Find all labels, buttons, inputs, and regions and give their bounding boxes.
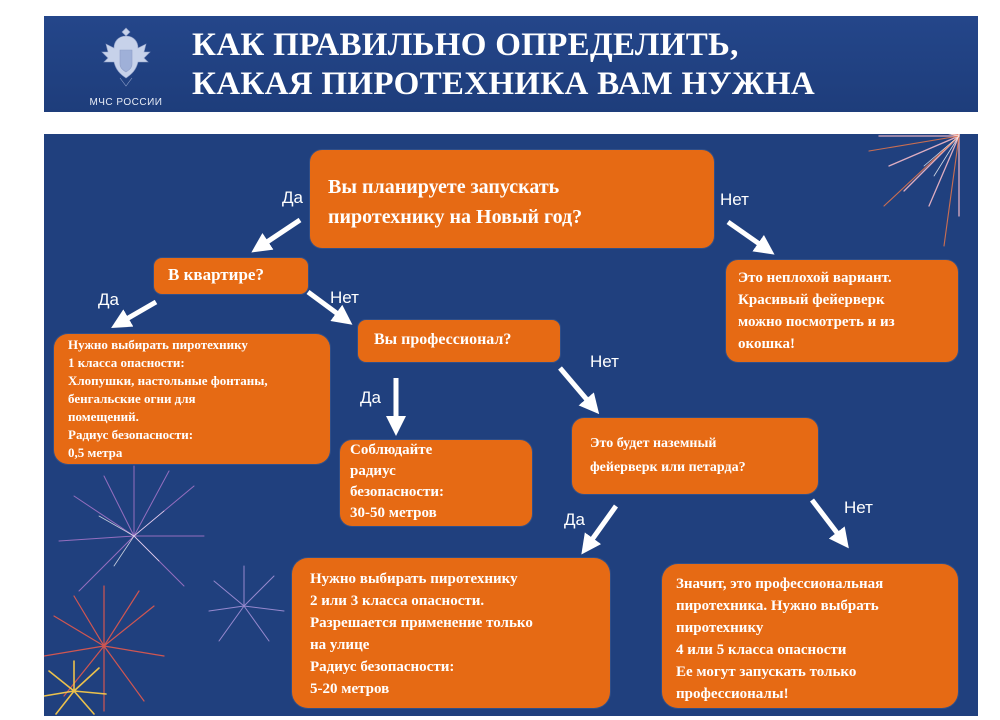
question-apartment: В квартире? [154,258,308,294]
arrow-q4-yes [586,506,616,548]
label-no: Нет [330,288,359,307]
arrow-q4-no [812,500,844,542]
arrow-q3-no [560,368,594,408]
answer-watch-from-window: Это неплохой вариант. Красивый фейерверк можно посмотреть и из окошка! [726,260,958,362]
question-new-year: Вы планируете запускать пиротехнику на Новый год? [310,150,714,248]
label-no: Нет [720,190,749,209]
question-ground-firework: Это будет наземный фейерверк или петарда? [572,418,818,494]
label-yes: Да [564,510,585,529]
logo-text: МЧС РОССИИ [89,97,163,108]
label-no: Нет [844,498,873,517]
label-yes: Да [98,290,119,309]
label-no: Нет [590,352,619,371]
arrow-q1-no [728,222,768,250]
title-line: КАК ПРАВИЛЬНО ОПРЕДЕЛИТЬ, [192,27,739,63]
arrow-q2-yes [118,302,156,324]
question-professional: Вы профессионал? [358,320,560,362]
answer-safety-radius-30-50: Соблюдайте радиус безопасности: 30-50 метров [340,440,532,526]
arrow-q1-yes [258,220,300,248]
answer-class-4-5-professional: Значит, это профессиональная пиротехника. Нужно выбрать пиротехнику 4 или 5 класса опасности Ее могут запускать только профессионалы! [662,564,958,708]
label-yes: Да [360,388,381,407]
label-yes: Да [282,188,303,207]
flow-arrows [44,16,978,716]
answer-class-2-3-pyrotechnics: Нужно выбирать пиротехнику 2 или 3 класса опасности. Разрешается применение только на улице Радиус безопасности: 5-20 метров [292,558,610,708]
title-line: КАКАЯ ПИРОТЕХНИКА ВАМ НУЖНА [192,66,816,102]
answer-class-1-pyrotechnics: Нужно выбирать пиротехнику 1 класса опасности: Хлопушки, настольные фонтаны, бенгальские огни для помещений. Радиус безопасности: 0,5 метра [54,334,330,464]
poster [44,16,978,716]
